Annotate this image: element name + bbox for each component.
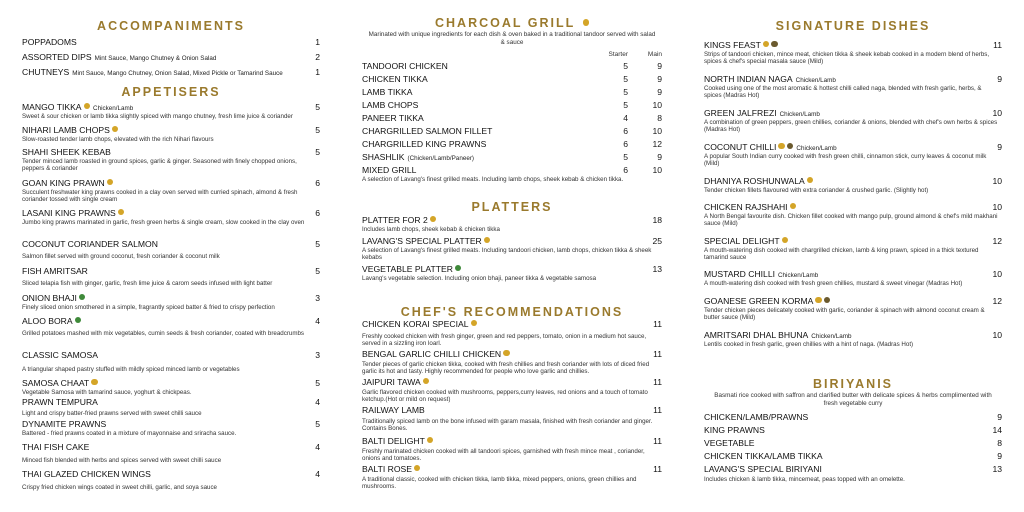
item-name: AMRITSARI DHAL BHUNA [704,330,809,340]
chili-icon [484,237,491,244]
item-name: PLATTER FOR 2 [362,215,428,225]
menu-item-amritsari-dhal-bhuna [704,330,1002,341]
menu-item-chicken-tikka [362,74,662,85]
item-price: 4 [315,316,320,326]
menu-item-platter-for-2 [362,215,662,226]
menu-item-vegetable-platter [362,264,662,275]
price-column-headers [594,51,662,58]
item-description: Cooked using one of the most aromatic & hottest chilli called naga, blended with fresh garlic, herbs, & spices (Madras Hot) [704,85,982,100]
item-description: Freshly marinated chicken cooked with all tandoori spices, garnished with fresh mince meat , coriander, onions and tomatoes. [362,448,645,463]
biriyanis-title: BIRIYANIS [812,377,894,391]
item-name: GOANESE GREEN KORMA [704,296,814,306]
item-sub: Chicken/Lamb [811,333,852,340]
item-description: Includes lamb chops, sheek kebab & chicken tikka [362,226,500,233]
menu-item-chicken-rajshahi [704,202,1002,213]
item-description: Battered - fried prawns coated in a mixture of mayonnaise and sriracha sauce. [22,430,237,437]
item-description: Tender pieces of garlic chicken tikka, cooked with fresh chillies and fresh coriander with lots of diced fried garlic its hot and tasty. Highly recommended for people who love garlic and chillies. [362,361,650,376]
menu-item-mango-tikka [22,102,320,113]
item-price: 6 [315,178,320,188]
column-middle [362,0,662,512]
item-description: Grilled potatoes mashed with mix vegetables, cumin seeds & fresh coriander, coated with breadcrumbs [22,330,305,337]
menu-item-lasani-king-prawns [22,208,320,219]
chili-icon [107,179,114,186]
menu-item-green-jalfrezi [704,108,1002,119]
item-name: CHICKEN RAJSHAHI [704,202,788,212]
chili-icon [815,297,822,304]
item-name: POPPADOMS [22,37,77,47]
item-name: CHARGRILLED KING PRAWNS [362,139,487,149]
item-description: Lentils cooked in fresh garlic, green chillies with a hint of naga. (Madras Hot) [704,341,914,348]
item-name: CLASSIC SAMOSA [22,350,98,360]
vegetarian-icon [455,265,462,272]
charcoal-grill-title [362,16,662,30]
item-price: 8 [997,438,1002,448]
item-name: CHICKEN TIKKA/LAMB TIKKA [704,451,823,461]
item-name: VEGETABLE [704,438,755,448]
item-price: 25 [652,236,662,246]
item-name: MIXED GRILL [362,165,417,175]
menu-item-chargrilled-king-prawns [362,139,662,150]
item-name: KING PRAWNS [704,425,765,435]
item-price: 5 [315,125,320,135]
chili-icon [423,378,430,385]
item-price: 11 [653,349,662,359]
item-sub: (Chicken/Lamb/Paneer) [407,155,475,162]
main-price: 12 [652,139,662,149]
item-name: MUSTARD CHILLI [704,269,775,279]
item-description: A selection of Lavang's finest grilled meats. Including tandoori chicken, lamb chops, chicken tikka & sheek kebabs [362,247,652,262]
item-price: 13 [992,464,1002,474]
item-name: THAI FISH CAKE [22,442,90,452]
main-price: 10 [652,165,662,175]
item-description: Tender chicken fillets flavoured with extra coriander & crushed garlic. (Slightly hot) [704,187,929,194]
menu-item-lamb-chops [362,100,662,111]
menu-item-vegetable [704,438,1002,449]
item-description: Sliced telapia fish with ginger, garlic, fresh lime juice & carom seeds infused with light batter [22,280,273,287]
item-price: 11 [653,436,662,446]
item-name: BENGAL GARLIC CHILLI CHICKEN [362,349,502,359]
main-price: 10 [652,100,662,110]
item-description: Finely sliced onion smothered in a simple, fragrantly spiced batter & fried to crispy perfection [22,304,275,311]
item-name: BALTI ROSE [362,464,412,474]
menu-item-goanese-green-korma [704,296,1002,307]
main-price: 9 [657,61,662,71]
item-price: 11 [653,405,662,415]
item-price: 10 [992,108,1002,118]
starter-header: Starter [608,51,628,58]
chili-icon [414,465,421,472]
menu-item-thai-glazed-chicken-wings [22,469,320,480]
chili-icon [471,320,478,327]
menu-item-shashlik [362,152,662,163]
item-name: CHARGRILLED SALMON FILLET [362,126,493,136]
item-name: SHASHLIK [362,152,405,162]
item-price: 9 [997,451,1002,461]
item-name: FISH AMRITSAR [22,266,88,276]
menu-item-balti-delight [362,436,662,447]
item-name: PRAWN TEMPURA [22,397,98,407]
item-description: Succulent freshwater king prawns cooked in a clay oven served with curried spinach, almond & fresh coriander tossed with single cream [22,189,298,204]
main-price: 8 [657,113,662,123]
item-price: 4 [315,397,320,407]
starter-price: 5 [623,87,628,97]
chili-icon [790,203,797,210]
item-price: 12 [992,296,1002,306]
item-price: 5 [315,266,320,276]
main-price: 9 [657,152,662,162]
menu-item-chicken-korai-special [362,319,662,330]
item-name: LAVANG'S SPECIAL BIRIYANI [704,464,822,474]
item-name: CHICKEN/LAMB/PRAWNS [704,412,809,422]
item-name: CHICKEN KORAI SPECIAL [362,319,469,329]
item-description: Vegetable Samosa with tamarind sauce, yoghurt & chickpeas. [22,389,192,396]
chili-icon [763,41,770,48]
item-price: 10 [992,202,1002,212]
main-header: Main [647,51,662,58]
menu-item-classic-samosa [22,350,320,361]
item-price: 1 [315,67,320,77]
chili-icon [782,237,789,244]
starter-price: 6 [623,139,628,149]
item-name: SHAHI SHEEK KEBAB [22,147,111,157]
menu-item-samosa-chaat [22,378,320,389]
menu-item-king-prawns [704,425,1002,436]
chili-icon [91,379,98,386]
starter-price: 5 [623,152,628,162]
nut-icon [787,143,794,150]
chefs-recommendations-title: CHEF'S RECOMMENDATIONS [400,305,624,319]
item-price: 5 [315,239,320,249]
column-left [22,0,320,512]
item-sub: Chicken/Lamb [779,111,820,118]
menu-item-coconut-chilli [704,142,1002,153]
vegetarian-icon [79,294,86,301]
item-description: Sweet & sour chicken or lamb tikka slightly spiced with mango chutney, fresh lime juice & coriander [22,113,293,120]
item-description: Strips of tandoori chicken, mince meat, chicken tikka & sheek kebab cooked in a modern blend of herbs, spices & chef's special masala sauce (Mild) [704,51,990,66]
item-name: MANGO TIKKA [22,102,82,112]
starter-price: 5 [623,74,628,84]
item-description: A North Bengal favourite dish. Chicken fillet cooked with mango pulp, ground almond & chef's mild makhani sauce (Mild) [704,213,998,228]
chili-icon [84,103,91,110]
item-price: 9 [997,412,1002,422]
menu-item-bengal-garlic-chilli-chicken [362,349,662,360]
main-price: 10 [652,126,662,136]
item-price: 12 [992,236,1002,246]
item-price: 13 [652,264,662,274]
chili-icon [430,216,437,223]
menu-item-lavangs-special-platter [362,236,662,247]
menu-item-balti-rose [362,464,662,475]
biriyanis-intro: Basmati rice cooked with saffron and clarified butter with delicate spices & herbs complimented with fresh vegetable curry [714,392,992,407]
item-price: 11 [653,377,662,387]
item-description: Crispy fried chicken wings coated in sweet chilli, garlic, and soya sauce [22,484,217,491]
menu-item-dynamite-prawns [22,419,320,430]
item-sub: Mint Sauce, Mango Chutney & Onion Salad [94,55,217,62]
item-description: Salmon fillet served with ground coconut, fresh coriander & coconut milk [22,253,220,260]
chili-icon [427,437,434,444]
item-name: SAMOSA CHAAT [22,378,90,388]
item-price: 2 [315,52,320,62]
item-price: 10 [992,269,1002,279]
starter-price: 6 [623,126,628,136]
item-name: LASANI KING PRAWNS [22,208,116,218]
item-price: 5 [315,419,320,429]
main-price: 9 [657,74,662,84]
item-name: LAVANG'S SPECIAL PLATTER [362,236,482,246]
item-price: 9 [997,142,1002,152]
item-name: GOAN KING PRAWN [22,178,105,188]
item-sub: Chicken/Lamb [778,272,819,279]
starter-price: 5 [623,100,628,110]
appetisers-title: APPETISERS [121,85,221,99]
nut-icon [771,41,778,48]
menu-item-chicken-lamb-prawns [704,412,1002,423]
menu-item-jaipuri-tawa [362,377,662,388]
item-price: 18 [652,215,662,225]
chili-icon [583,19,590,26]
mixed-grill-description: A selection of Lavang's finest grilled meats. Including lamb chops, sheek kebab & chicken tikka. [362,176,624,183]
item-price: 11 [653,464,662,474]
accompaniments-title: ACCOMPANIMENTS [97,19,245,33]
menu-item-railway-lamb [362,405,662,416]
menu-item-poppadoms [22,37,320,48]
menu-item-thai-fish-cake [22,442,320,453]
item-price: 5 [315,102,320,112]
menu-item-mustard-chilli [704,269,1002,280]
item-description: A mouth-watering dish cooked with fresh green chillies, mustard & sweet vinegar (Madras Hot) [704,280,963,287]
item-sub: Chicken/Lamb [796,145,837,152]
item-price: 14 [992,425,1002,435]
item-name: DHANIYA ROSHUNWALA [704,176,805,186]
item-price: 3 [315,350,320,360]
item-name: PANEER TIKKA [362,113,424,123]
item-name: ALOO BORA [22,316,73,326]
item-name: THAI GLAZED CHICKEN WINGS [22,469,151,479]
menu-item-onion-bhaji [22,293,320,304]
main-price: 9 [657,87,662,97]
menu-item-lavangs-special-biriyani [704,464,1002,475]
item-price: 10 [992,176,1002,186]
item-description: A mouth-watering dish cooked with chargrilled chicken, lamb & king prawn, spiced in a thick textured tamarind sauce [704,247,979,262]
item-name: JAIPURI TAWA [362,377,421,387]
menu-item-shahi-sheek-kebab [22,147,320,158]
item-sub: Chicken/Lamb [795,77,836,84]
nut-icon [824,297,831,304]
item-price: 4 [315,469,320,479]
item-sub: Mint Sauce, Mango Chutney, Onion Salad, Mixed Pickle or Tamarind Sauce [72,70,283,77]
menu-item-assorted-dips [22,52,320,63]
item-name: SPECIAL DELIGHT [704,236,780,246]
signature-dishes-title: SIGNATURE DISHES [775,19,931,33]
item-name: ASSORTED DIPS [22,52,92,62]
item-name: DYNAMITE PRAWNS [22,419,107,429]
starter-price: 6 [623,165,628,175]
item-description: Minced fish blended with herbs and spices served with sweet chilli sauce [22,457,222,464]
menu-item-paneer-tikka [362,113,662,124]
chili-icon [118,209,125,216]
item-name: RAILWAY LAMB [362,405,425,415]
chili-icon [112,126,119,133]
item-description: Garlic flavored chicken cooked with mushrooms, peppers,curry leaves, red onions and a touch of tomato ketchup.(Hot or mild on request) [362,389,648,404]
item-name: NORTH INDIAN NAGA [704,74,793,84]
chili-icon [503,350,510,357]
item-description: Slow-roasted tender lamb chops, elevated with the rich Nihari flavours [22,136,214,143]
menu-item-aloo-bora [22,316,320,327]
item-sub: Chicken/Lamb [93,105,134,112]
item-description: A combination of green peppers, green chillies, coriander & onions, blended with chef's own herbs & spices (Madras Hot) [704,119,998,134]
charcoal-grill-intro: Marinated with unique ingredients for each dish & oven baked in a traditional tandoor served with salad & sauce [368,31,656,46]
menu-item-special-delight [704,236,1002,247]
menu-item-mixed-grill [362,165,662,176]
item-description: Jumbo king prawns marinated in garlic, fresh green herbs & single cream, slow cooked in the clay oven [22,219,305,226]
charcoal-grill-title-text: CHARCOAL GRILL [434,16,576,30]
menu-item-goan-king-prawn [22,178,320,189]
item-price: 3 [315,293,320,303]
menu-item-chutneys [22,67,320,78]
item-description: Includes chicken & lamb tikka, mincemeat, peas topped with an omelette. [704,476,905,483]
item-name: TANDOORI CHICKEN [362,61,448,71]
item-name: NIHARI LAMB CHOPS [22,125,110,135]
item-price: 5 [315,147,320,157]
item-name: CHUTNEYS [22,67,70,77]
menu-item-kings-feast [704,40,1002,51]
item-description: A popular South Indian curry cooked with fresh green chilli, cinnamon stick, curry leaves & coconut milk (Mild) [704,153,987,168]
menu-item-tandoori-chicken [362,61,662,72]
menu-item-lamb-tikka [362,87,662,98]
menu-item-chicken-tikka-lamb-tikka [704,451,1002,462]
starter-price: 5 [623,61,628,71]
item-name: KINGS FEAST [704,40,761,50]
menu-item-nihari-lamb-chops [22,125,320,136]
item-price: 11 [993,40,1002,50]
item-price: 5 [315,378,320,388]
item-description: Light and crispy batter-fried prawns served with sweet chilli sauce [22,410,202,417]
item-name: COCONUT CHILLI [704,142,777,152]
item-price: 9 [997,74,1002,84]
item-description: A traditional classic, cooked with chicken tikka, lamb tikka, mixed peppers, onions, green chillies and mushrooms. [362,476,637,491]
item-name: LAMB CHOPS [362,100,419,110]
item-name: CHICKEN TIKKA [362,74,428,84]
starter-price: 4 [623,113,628,123]
menu-item-chargrilled-salmon-fillet [362,126,662,137]
chili-icon [778,143,785,150]
item-price: 11 [653,319,662,329]
platters-title: PLATTERS [471,200,553,214]
item-name: LAMB TIKKA [362,87,413,97]
item-price: 6 [315,208,320,218]
item-description: Freshly cooked chicken with fresh ginger, green and red peppers, tomato, onion in a medium hot sauce, served in a sizzling iron loarl. [362,333,647,348]
item-description: Traditionally spiced lamb on the bone infused with garam masala, finished with fresh coriander and ginger. Contains Bones. [362,418,653,433]
item-description: Tender minced lamb roasted in ground spices, garlic & ginger. Seasoned with finely chopped onions, peppers & coriander [22,158,297,173]
chili-icon [807,177,814,184]
menu-item-coconut-coriander-salmon [22,239,320,250]
item-price: 10 [992,330,1002,340]
item-name: ONION BHAJI [22,293,77,303]
menu-item-prawn-tempura [22,397,320,408]
item-description: Lavang's vegetable selection. Including onion bhaji, paneer tikka & vegetable samosa [362,275,597,282]
item-name: BALTI DELIGHT [362,436,425,446]
item-description: A triangular shaped pastry stuffed with mildly spiced minced lamb or vegetables [22,366,240,373]
menu-item-fish-amritsar [22,266,320,277]
item-description: Tender chicken pieces delicately cooked with garlic, coriander & spinach with almond coconut cream & butter sauce (Mild) [704,307,985,322]
item-name: COCONUT CORIANDER SALMON [22,239,158,249]
item-name: GREEN JALFREZI [704,108,777,118]
menu-item-north-indian-naga [704,74,1002,85]
item-price: 1 [315,37,320,47]
item-name: VEGETABLE PLATTER [362,264,453,274]
vegetarian-icon [75,317,82,324]
column-right [704,0,1002,512]
item-price: 4 [315,442,320,452]
menu-item-dhaniya-roshunwala [704,176,1002,187]
